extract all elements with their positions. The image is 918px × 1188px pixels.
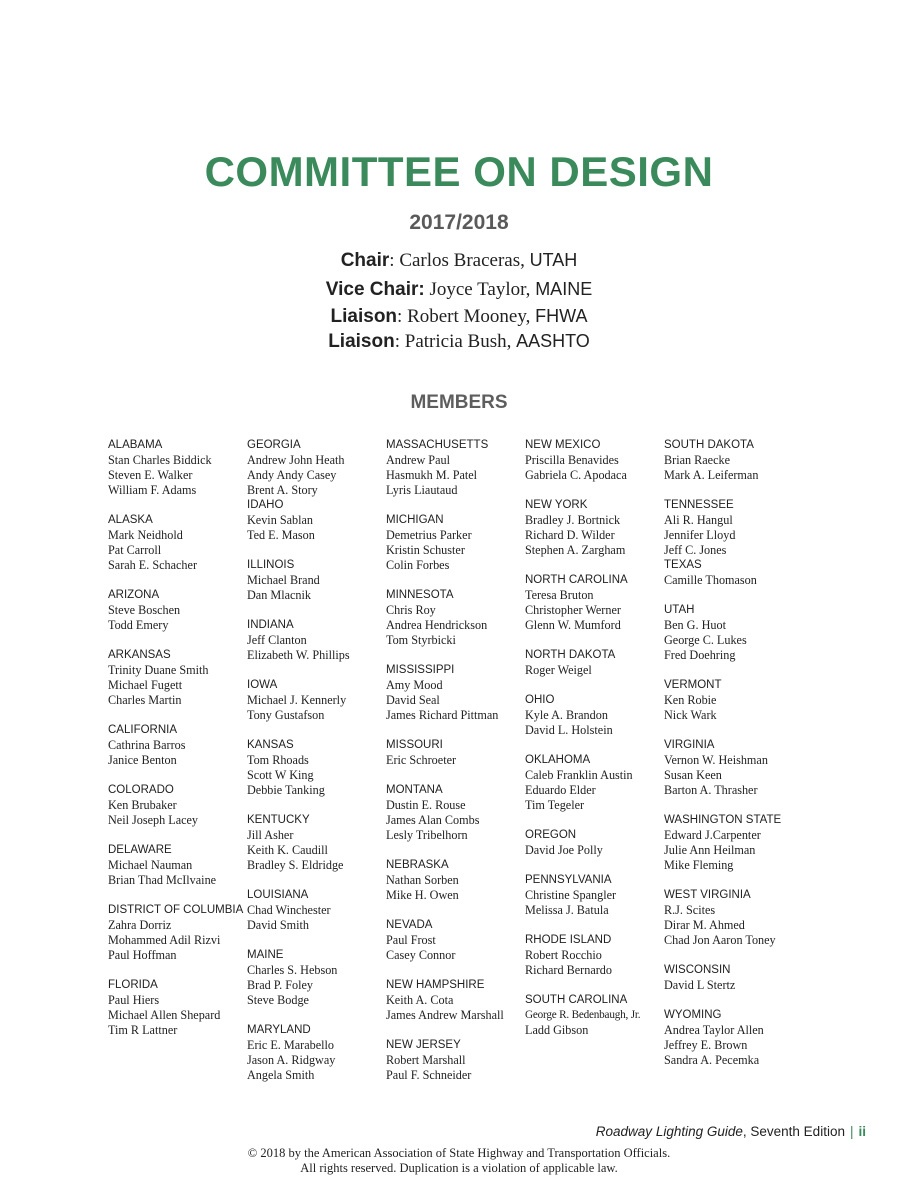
member-name: Michael Allen Shepard xyxy=(108,1008,221,1022)
state-block xyxy=(247,1023,386,1083)
member-name: Angela Smith xyxy=(247,1068,315,1082)
state-block xyxy=(664,888,803,948)
member-name: Stan Charles Biddick xyxy=(108,453,212,467)
state-name: MICHIGAN xyxy=(386,514,444,526)
member-name: David Smith xyxy=(247,918,309,932)
member-name: Sandra A. Pecemka xyxy=(664,1053,760,1067)
state-name: NEW MEXICO xyxy=(525,439,601,451)
member-name: Scott W King xyxy=(247,768,314,782)
member-name: George C. Lukes xyxy=(664,633,747,647)
state-block xyxy=(247,438,386,498)
state-name: LOUISIANA xyxy=(247,889,309,901)
member-name: Brian Raecke xyxy=(664,453,730,467)
state-name: MASSACHUSETTS xyxy=(386,439,489,451)
member-name: Tony Gustafson xyxy=(247,708,325,722)
state-name: NEBRASKA xyxy=(386,859,449,871)
member-column xyxy=(664,438,803,1083)
state-block xyxy=(108,843,247,888)
state-name: ILLINOIS xyxy=(247,559,295,571)
state-name: CALIFORNIA xyxy=(108,724,178,736)
member-name: James Richard Pittman xyxy=(386,708,499,722)
state-block xyxy=(247,738,386,798)
member-name: Ali R. Hangul xyxy=(664,513,733,527)
state-name: NORTH CAROLINA xyxy=(525,574,628,586)
officer-vice-chair xyxy=(0,275,918,304)
member-name: Stephen A. Zargham xyxy=(525,543,626,557)
state-name: NEW YORK xyxy=(525,499,588,511)
officer-liaison-aashto xyxy=(0,329,918,354)
member-name: Chad Winchester xyxy=(247,903,331,917)
member-name: Dustin E. Rouse xyxy=(386,798,466,812)
state-name: SOUTH CAROLINA xyxy=(525,994,628,1006)
officer-org: UTAH xyxy=(529,250,578,270)
member-name: Dirar M. Ahmed xyxy=(664,918,745,932)
member-name: Jeffrey E. Brown xyxy=(664,1038,748,1052)
member-name: Elizabeth W. Phillips xyxy=(247,648,350,662)
state-block xyxy=(386,783,525,843)
member-name: Bradley S. Eldridge xyxy=(247,858,344,872)
state-name: KANSAS xyxy=(247,739,294,751)
member-name: Christine Spangler xyxy=(525,888,617,902)
member-name: Hasmukh M. Patel xyxy=(386,468,478,482)
members-heading: MEMBERS xyxy=(410,392,508,413)
state-name: GEORGIA xyxy=(247,439,301,451)
page-title: COMMITTEE ON DESIGN xyxy=(204,148,714,195)
state-block xyxy=(386,1038,525,1083)
state-block xyxy=(386,738,525,768)
member-name: Jennifer Lloyd xyxy=(664,528,736,542)
member-name: Mohammed Adil Rizvi xyxy=(108,933,221,947)
officer-separator: : xyxy=(389,250,400,271)
member-name: Keith A. Cota xyxy=(386,993,454,1007)
member-name: Robert Rocchio xyxy=(525,948,602,962)
state-block xyxy=(664,558,803,588)
member-name: Andrea Hendrickson xyxy=(386,618,488,632)
member-name: Brian Thad McIlvaine xyxy=(108,873,217,887)
member-name: Mike H. Owen xyxy=(386,888,459,902)
state-block xyxy=(525,753,664,813)
member-name: Demetrius Parker xyxy=(386,528,472,542)
member-name: Ken Brubaker xyxy=(108,798,177,812)
member-name: Todd Emery xyxy=(108,618,169,632)
member-name: Nathan Sorben xyxy=(386,873,459,887)
member-name: Bradley J. Bortnick xyxy=(525,513,621,527)
state-name: MISSISSIPPI xyxy=(386,664,455,676)
state-name: DELAWARE xyxy=(108,844,172,856)
state-name: IDAHO xyxy=(247,499,284,511)
officer-role: Chair xyxy=(340,250,390,271)
state-block xyxy=(108,438,247,498)
state-block xyxy=(108,588,247,633)
state-block xyxy=(664,963,803,993)
member-name: Steve Bodge xyxy=(247,993,309,1007)
member-name: Colin Forbes xyxy=(386,558,450,572)
member-name: Michael Nauman xyxy=(108,858,193,872)
member-name: Tom Rhoads xyxy=(247,753,309,767)
member-name: Andrea Taylor Allen xyxy=(664,1023,764,1037)
state-block xyxy=(247,618,386,663)
member-name: Roger Weigel xyxy=(525,663,592,677)
officer-name: Patricia Bush, xyxy=(404,331,517,352)
member-columns xyxy=(108,438,828,1088)
copyright-line: © 2018 by the American Association of State Highway and Transportation Officials. xyxy=(247,1146,671,1160)
member-name: Jeff C. Jones xyxy=(664,543,727,557)
member-name: Kyle A. Brandon xyxy=(525,708,608,722)
page-number: ii xyxy=(858,1124,866,1139)
state-block xyxy=(664,603,803,663)
state-block xyxy=(386,588,525,648)
member-column xyxy=(525,438,664,1053)
state-block xyxy=(525,873,664,918)
member-name: Julie Ann Heilman xyxy=(664,843,756,857)
member-name: Ken Robie xyxy=(664,693,717,707)
state-name: OREGON xyxy=(525,829,577,841)
state-name: WASHINGTON STATE xyxy=(664,814,782,826)
state-name: ALASKA xyxy=(108,514,153,526)
member-name: Keith K. Caudill xyxy=(247,843,328,857)
state-name: WISCONSIN xyxy=(664,964,731,976)
state-block xyxy=(525,993,664,1038)
member-name: Paul Frost xyxy=(386,933,436,947)
member-name: Mark A. Leiferman xyxy=(664,468,759,482)
officer-liaison-fhwa xyxy=(0,304,918,329)
copyright-notice xyxy=(0,1146,918,1176)
state-name: MINNESOTA xyxy=(386,589,454,601)
state-name: ARIZONA xyxy=(108,589,160,601)
member-name: Eduardo Elder xyxy=(525,783,596,797)
state-name: DISTRICT OF COLUMBIA xyxy=(108,904,244,916)
footer-separator: | xyxy=(849,1124,854,1139)
member-name: Fred Doehring xyxy=(664,648,736,662)
member-name: Kevin Sablan xyxy=(247,513,314,527)
state-name: NEW HAMPSHIRE xyxy=(386,979,485,991)
committee-year: 2017/2018 xyxy=(409,211,509,234)
state-name: SOUTH DAKOTA xyxy=(664,439,754,451)
member-name: Pat Carroll xyxy=(108,543,162,557)
state-block xyxy=(108,783,247,828)
officer-role: Vice Chair: xyxy=(325,279,425,300)
state-block xyxy=(386,663,525,723)
state-name: WEST VIRGINIA xyxy=(664,889,751,901)
state-block xyxy=(108,723,247,768)
officer-name: Joyce Taylor, xyxy=(429,279,536,300)
member-name: Ben G. Huot xyxy=(664,618,726,632)
member-name: Caleb Franklin Austin xyxy=(525,768,633,782)
member-name: Steven E. Walker xyxy=(108,468,193,482)
state-name: MARYLAND xyxy=(247,1024,311,1036)
state-block xyxy=(525,498,664,558)
member-name: Trinity Duane Smith xyxy=(108,663,209,677)
member-name: Casey Connor xyxy=(386,948,456,962)
officers-list xyxy=(0,246,918,354)
state-name: RHODE ISLAND xyxy=(525,934,612,946)
member-column xyxy=(108,438,247,1053)
state-block xyxy=(247,558,386,603)
member-name: David L. Holstein xyxy=(525,723,613,737)
state-name: VIRGINIA xyxy=(664,739,715,751)
state-block xyxy=(525,438,664,483)
state-block xyxy=(664,1008,803,1068)
member-name: Neil Joseph Lacey xyxy=(108,813,199,827)
rights-line: All rights reserved. Duplication is a violation of applicable law. xyxy=(300,1161,618,1175)
member-name: Paul Hoffman xyxy=(108,948,177,962)
state-name: MAINE xyxy=(247,949,284,961)
member-name: Dan Mlacnik xyxy=(247,588,311,602)
state-block xyxy=(108,903,247,963)
state-name: IOWA xyxy=(247,679,278,691)
member-name: Janice Benton xyxy=(108,753,177,767)
state-block xyxy=(525,648,664,678)
member-name: Andrew John Heath xyxy=(247,453,345,467)
book-edition: , Seventh Edition xyxy=(742,1124,845,1139)
officer-role: Liaison xyxy=(330,306,398,327)
state-name: TEXAS xyxy=(664,559,702,571)
member-name: Eric Schroeter xyxy=(386,753,457,767)
officer-role: Liaison xyxy=(328,331,395,352)
state-block xyxy=(664,678,803,723)
member-name: Camille Thomason xyxy=(664,573,757,587)
officer-org: MAINE xyxy=(535,279,593,299)
state-block xyxy=(386,858,525,903)
state-block xyxy=(247,498,386,543)
state-name: COLORADO xyxy=(108,784,174,796)
member-name: Kristin Schuster xyxy=(386,543,465,557)
member-name: George R. Bedenbaugh, Jr. xyxy=(525,1009,641,1021)
member-name: Michael J. Kennerly xyxy=(247,693,347,707)
member-name: Ladd Gibson xyxy=(525,1023,589,1037)
member-name: Amy Mood xyxy=(386,678,443,692)
state-block xyxy=(386,978,525,1023)
member-name: Lyris Liautaud xyxy=(386,483,458,497)
member-name: Vernon W. Heishman xyxy=(664,753,768,767)
member-name: Zahra Dorriz xyxy=(108,918,172,932)
member-column xyxy=(386,438,525,1098)
member-name: Andy Andy Casey xyxy=(247,468,337,482)
member-name: Susan Keen xyxy=(664,768,722,782)
member-name: Jeff Clanton xyxy=(247,633,307,647)
member-name: Debbie Tanking xyxy=(247,783,325,797)
member-name: Christopher Werner xyxy=(525,603,621,617)
member-name: Teresa Bruton xyxy=(525,588,594,602)
officer-separator: : xyxy=(397,306,408,327)
state-block xyxy=(386,513,525,573)
state-name: INDIANA xyxy=(247,619,294,631)
member-name: Glenn W. Mumford xyxy=(525,618,621,632)
state-name: OKLAHOMA xyxy=(525,754,591,766)
state-name: NEW JERSEY xyxy=(386,1039,461,1051)
member-name: Chris Roy xyxy=(386,603,436,617)
member-name: James Alan Combs xyxy=(386,813,480,827)
running-footer xyxy=(596,1124,866,1139)
state-name: WYOMING xyxy=(664,1009,722,1021)
member-name: David Seal xyxy=(386,693,440,707)
officer-chair xyxy=(0,246,918,275)
state-block xyxy=(525,828,664,858)
member-name: Tom Styrbicki xyxy=(386,633,456,647)
member-name: Charles S. Hebson xyxy=(247,963,338,977)
member-name: Paul F. Schneider xyxy=(386,1068,472,1082)
state-name: ALABAMA xyxy=(108,439,163,451)
state-name: NORTH DAKOTA xyxy=(525,649,616,661)
state-block xyxy=(525,693,664,738)
member-name: Priscilla Benavides xyxy=(525,453,619,467)
member-name: Brad P. Foley xyxy=(247,978,314,992)
state-name: ARKANSAS xyxy=(108,649,171,661)
state-block xyxy=(664,813,803,873)
state-block xyxy=(108,978,247,1038)
officer-name: Robert Mooney, xyxy=(407,306,536,327)
member-name: Paul Hiers xyxy=(108,993,160,1007)
member-name: Chad Jon Aaron Toney xyxy=(664,933,776,947)
member-name: Lesly Tribelhorn xyxy=(386,828,468,842)
state-block xyxy=(664,738,803,798)
state-block xyxy=(525,933,664,978)
state-name: NEVADA xyxy=(386,919,433,931)
member-column xyxy=(247,438,386,1098)
member-name: Tim R Lattner xyxy=(108,1023,178,1037)
member-name: Ted E. Mason xyxy=(247,528,315,542)
member-name: Steve Boschen xyxy=(108,603,181,617)
member-name: Michael Brand xyxy=(247,573,320,587)
member-name: Barton A. Thrasher xyxy=(664,783,758,797)
member-name: David Joe Polly xyxy=(525,843,603,857)
member-name: Brent A. Story xyxy=(247,483,318,497)
member-name: Tim Tegeler xyxy=(525,798,585,812)
state-name: FLORIDA xyxy=(108,979,158,991)
state-block xyxy=(108,648,247,708)
member-name: David L Stertz xyxy=(664,978,736,992)
state-name: OHIO xyxy=(525,694,555,706)
state-name: KENTUCKY xyxy=(247,814,310,826)
member-name: Richard D. Wilder xyxy=(525,528,615,542)
member-name: Melissa J. Batula xyxy=(525,903,609,917)
state-name: VERMONT xyxy=(664,679,722,691)
member-name: R.J. Scites xyxy=(664,903,716,917)
member-name: Nick Wark xyxy=(664,708,717,722)
member-name: James Andrew Marshall xyxy=(386,1008,504,1022)
officer-separator: : xyxy=(394,331,405,352)
state-block xyxy=(386,438,525,498)
state-block xyxy=(108,513,247,573)
member-name: Jason A. Ridgway xyxy=(247,1053,336,1067)
member-name: Jill Asher xyxy=(247,828,294,842)
officer-name: Carlos Braceras, xyxy=(399,250,530,271)
state-name: TENNESSEE xyxy=(664,499,734,511)
state-block xyxy=(247,678,386,723)
member-name: Edward J.Carpenter xyxy=(664,828,761,842)
member-name: Gabriela C. Apodaca xyxy=(525,468,627,482)
member-name: Andrew Paul xyxy=(386,453,450,467)
member-name: Sarah E. Schacher xyxy=(108,558,197,572)
member-name: William F. Adams xyxy=(108,483,197,497)
member-name: Mark Neidhold xyxy=(108,528,183,542)
officer-org: FHWA xyxy=(535,306,588,326)
state-name: MISSOURI xyxy=(386,739,443,751)
state-block xyxy=(247,888,386,933)
state-block xyxy=(525,573,664,633)
state-block xyxy=(664,438,803,483)
member-name: Cathrina Barros xyxy=(108,738,186,752)
member-name: Michael Fugett xyxy=(108,678,183,692)
state-block xyxy=(247,813,386,873)
member-name: Eric E. Marabello xyxy=(247,1038,334,1052)
book-title: Roadway Lighting Guide xyxy=(595,1124,743,1139)
member-name: Richard Bernardo xyxy=(525,963,612,977)
state-name: MONTANA xyxy=(386,784,443,796)
member-name: Mike Fleming xyxy=(664,858,734,872)
state-block xyxy=(247,948,386,1008)
state-name: UTAH xyxy=(664,604,695,616)
member-name: Robert Marshall xyxy=(386,1053,466,1067)
state-name: PENNSYLVANIA xyxy=(525,874,612,886)
state-block xyxy=(386,918,525,963)
member-name: Charles Martin xyxy=(108,693,182,707)
state-block xyxy=(664,498,803,558)
officer-org: AASHTO xyxy=(516,331,590,351)
